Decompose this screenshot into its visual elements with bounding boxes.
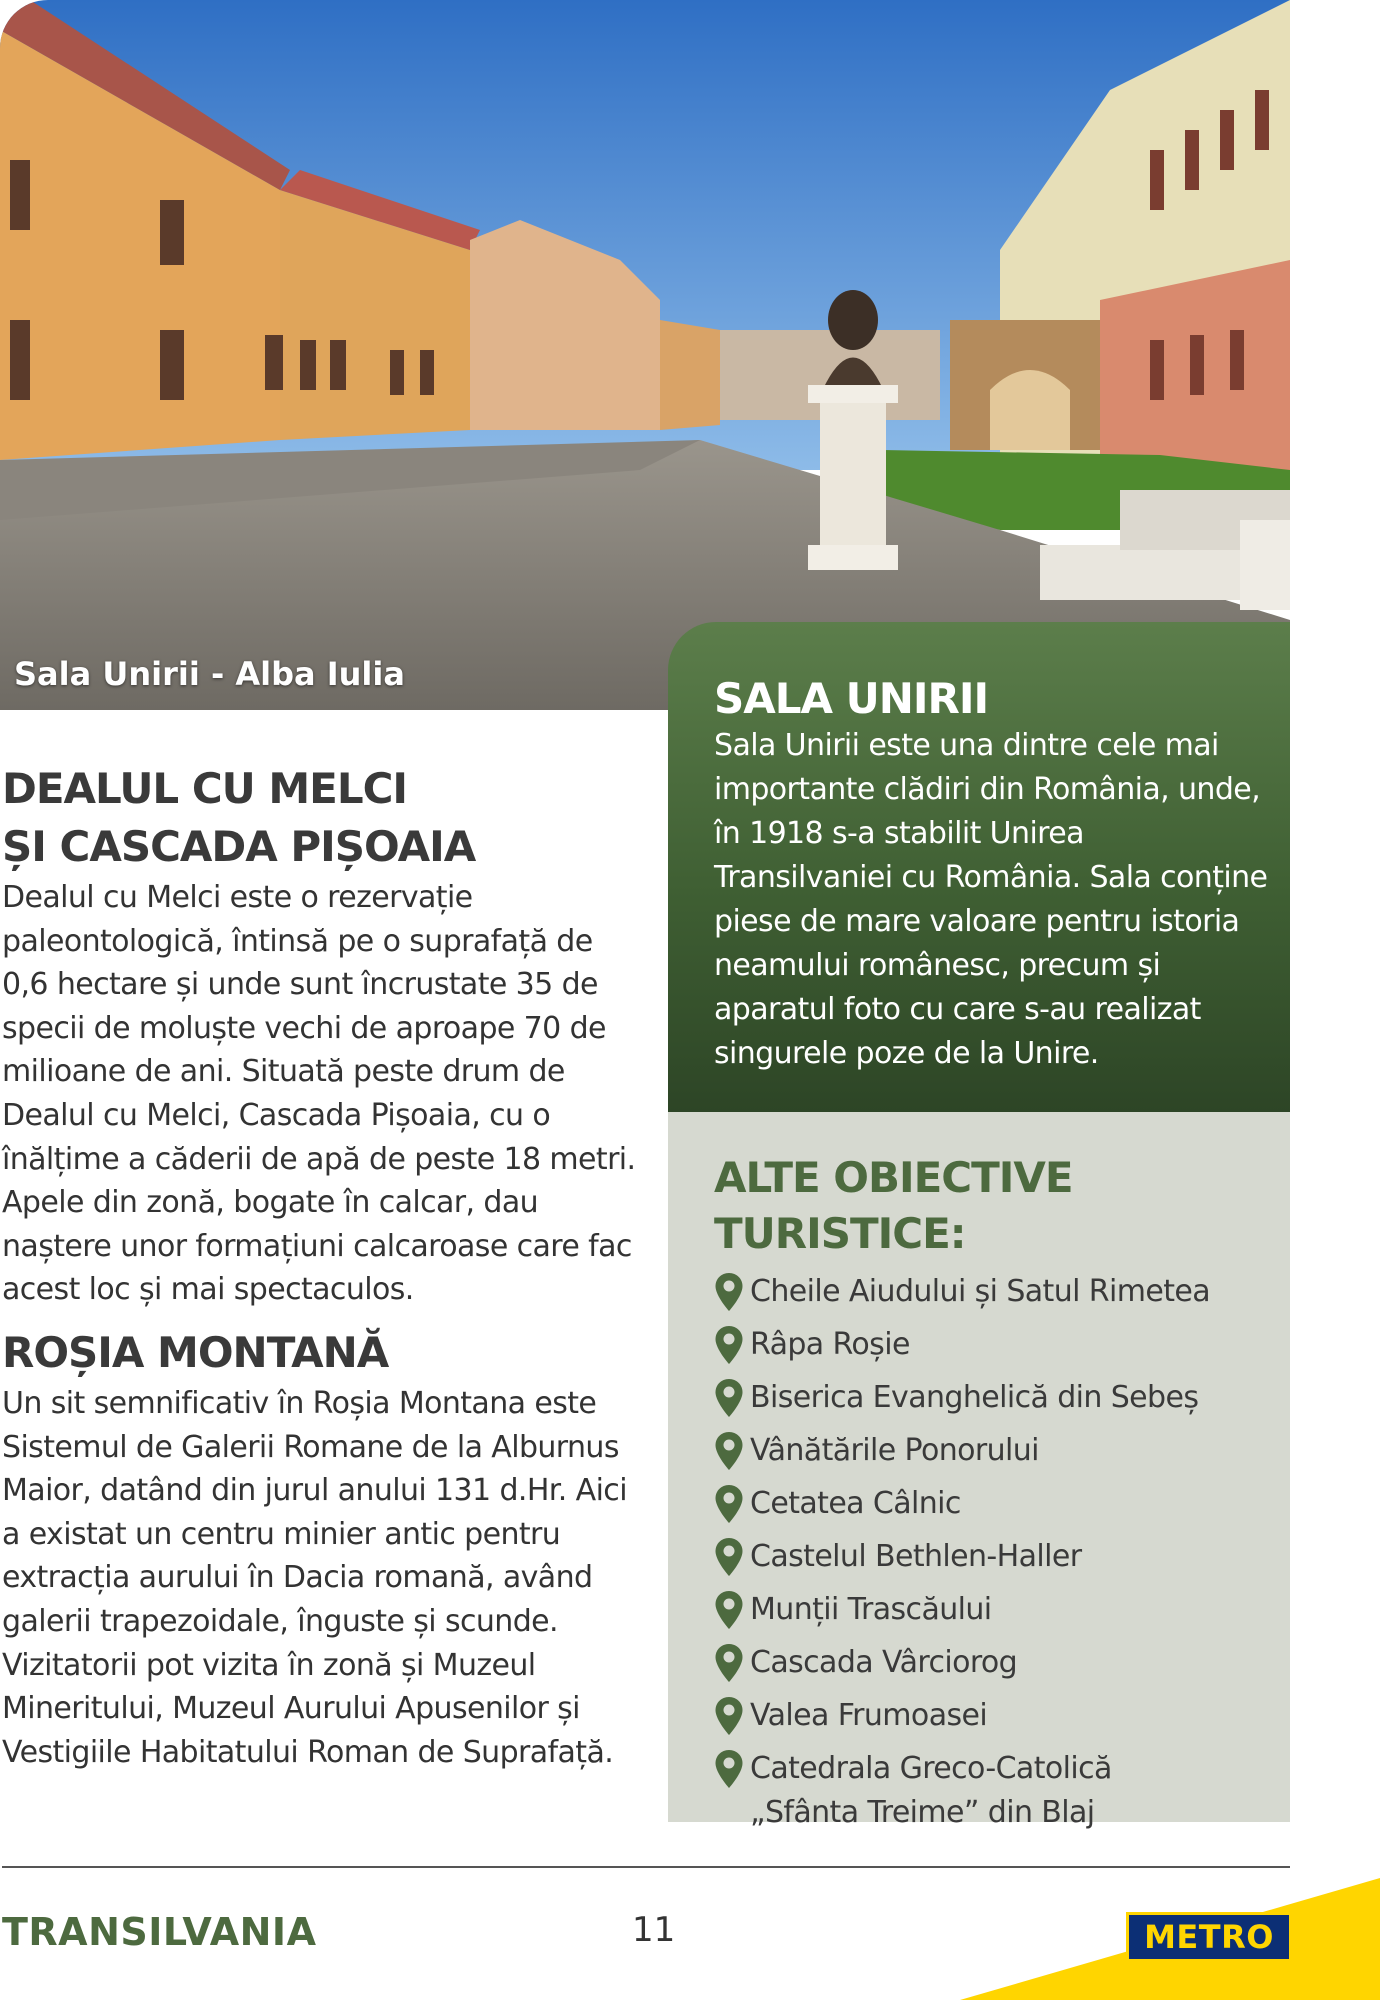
other-attractions-box (668, 1112, 1290, 1830)
section-body-dealul-cu-melci: Dealul cu Melci este o rezervație paleontologică, întinsă pe o suprafață de 0,6 hectare și unde sunt încrustate 35 de specii de moluște vechi de aproape 70 de milioane de ani. Situată peste drum de Dealul cu Melci, Cascada Pișoaia, cu o înălțime a căderii de apă de peste 18 metri. Apele din zonă, bogate în calcar, dau naștere unor formațiuni calcaroase care fac acest loc și mai spectaculos. (2, 880, 636, 1308)
map-pin-icon (714, 1749, 744, 1789)
sala-unirii-body: Sala Unirii este una dintre cele mai importante clădiri din România, unde, în 1918 s-a stabilit Unirea Transilvaniei cu România. Sala conține piese de mare valoare pentru istoria neamului românesc, precum și aparatul foto cu care s-au realizat singurele poze de la Unire. (714, 728, 1268, 1071)
metro-logo: METRO (1126, 1912, 1292, 1962)
list-item (714, 1482, 1280, 1526)
list-item (714, 1323, 1280, 1367)
sala-unirii-photo (0, 0, 1290, 710)
page-number: 11 (632, 1910, 676, 1950)
section-title-dealul-cu-melci-line2: ȘI CASCADA PIȘOAIA (2, 822, 476, 871)
list-item-label: Castelul Bethlen-Haller (750, 1539, 1082, 1574)
list-item-label: Râpa Roșie (750, 1327, 910, 1362)
list-item (714, 1747, 1280, 1835)
footer-region-label: TRANSILVANIA (2, 1910, 317, 1954)
sala-unirii-title: SALA UNIRII (714, 674, 989, 723)
map-pin-icon (714, 1431, 744, 1471)
list-item-label: Cheile Aiudului și Satul Rimetea (750, 1274, 1211, 1309)
list-item (714, 1376, 1280, 1420)
section-title-rosia-montana: ROȘIA MONTANĂ (2, 1327, 389, 1377)
section-body-rosia-montana: Un sit semnificativ în Roșia Montana este Sistemul de Galerii Romane de la Alburnus Maior, datând din jurul anului 131 d.Hr. Aici a existat un centru minier antic pentru extracția aurului în Dacia romană, având galerii trapezoidale, înguste și scunde. Vizitatorii pot vizita în zonă și Muzeul Mineritului, Muzeul Aurului Apusenilor și Vestigiile Habitatului Roman de Suprafață. (2, 1385, 627, 1770)
sala-unirii-box (668, 622, 1290, 1112)
photo-caption: Sala Unirii - Alba Iulia (14, 655, 405, 693)
list-item-label: Vânătările Ponorului (750, 1433, 1039, 1468)
list-item-label: Cascada Vârciorog (750, 1645, 1018, 1680)
list-item-label: Munții Trascăului (750, 1592, 992, 1627)
section-title-dealul-cu-melci-line1: DEALUL CU MELCI (2, 764, 408, 813)
map-pin-icon (714, 1325, 744, 1365)
map-pin-icon (714, 1696, 744, 1736)
list-item-label: Valea Frumoasei (750, 1698, 988, 1733)
list-item-label: Biserica Evanghelică din Sebeș (750, 1380, 1199, 1415)
map-pin-icon (714, 1272, 744, 1312)
hero-photo (0, 0, 1290, 710)
map-pin-icon (714, 1537, 744, 1577)
list-item (714, 1641, 1280, 1685)
list-item (714, 1270, 1280, 1314)
list-item (714, 1535, 1280, 1579)
list-item-label: Cetatea Câlnic (750, 1486, 961, 1521)
footer-divider (2, 1866, 1290, 1868)
map-pin-icon (714, 1590, 744, 1630)
attractions-list (714, 1270, 1280, 1835)
map-pin-icon (714, 1378, 744, 1418)
list-item (714, 1429, 1280, 1473)
list-item (714, 1588, 1280, 1632)
map-pin-icon (714, 1643, 744, 1683)
left-column (2, 760, 642, 1774)
list-item (714, 1694, 1280, 1738)
list-item-label: Catedrala Greco-Catolică „Sfânta Treime” din Blaj (750, 1751, 1112, 1830)
other-attractions-title: ALTE OBIECTIVE TURISTICE: (714, 1153, 1073, 1258)
map-pin-icon (714, 1484, 744, 1524)
